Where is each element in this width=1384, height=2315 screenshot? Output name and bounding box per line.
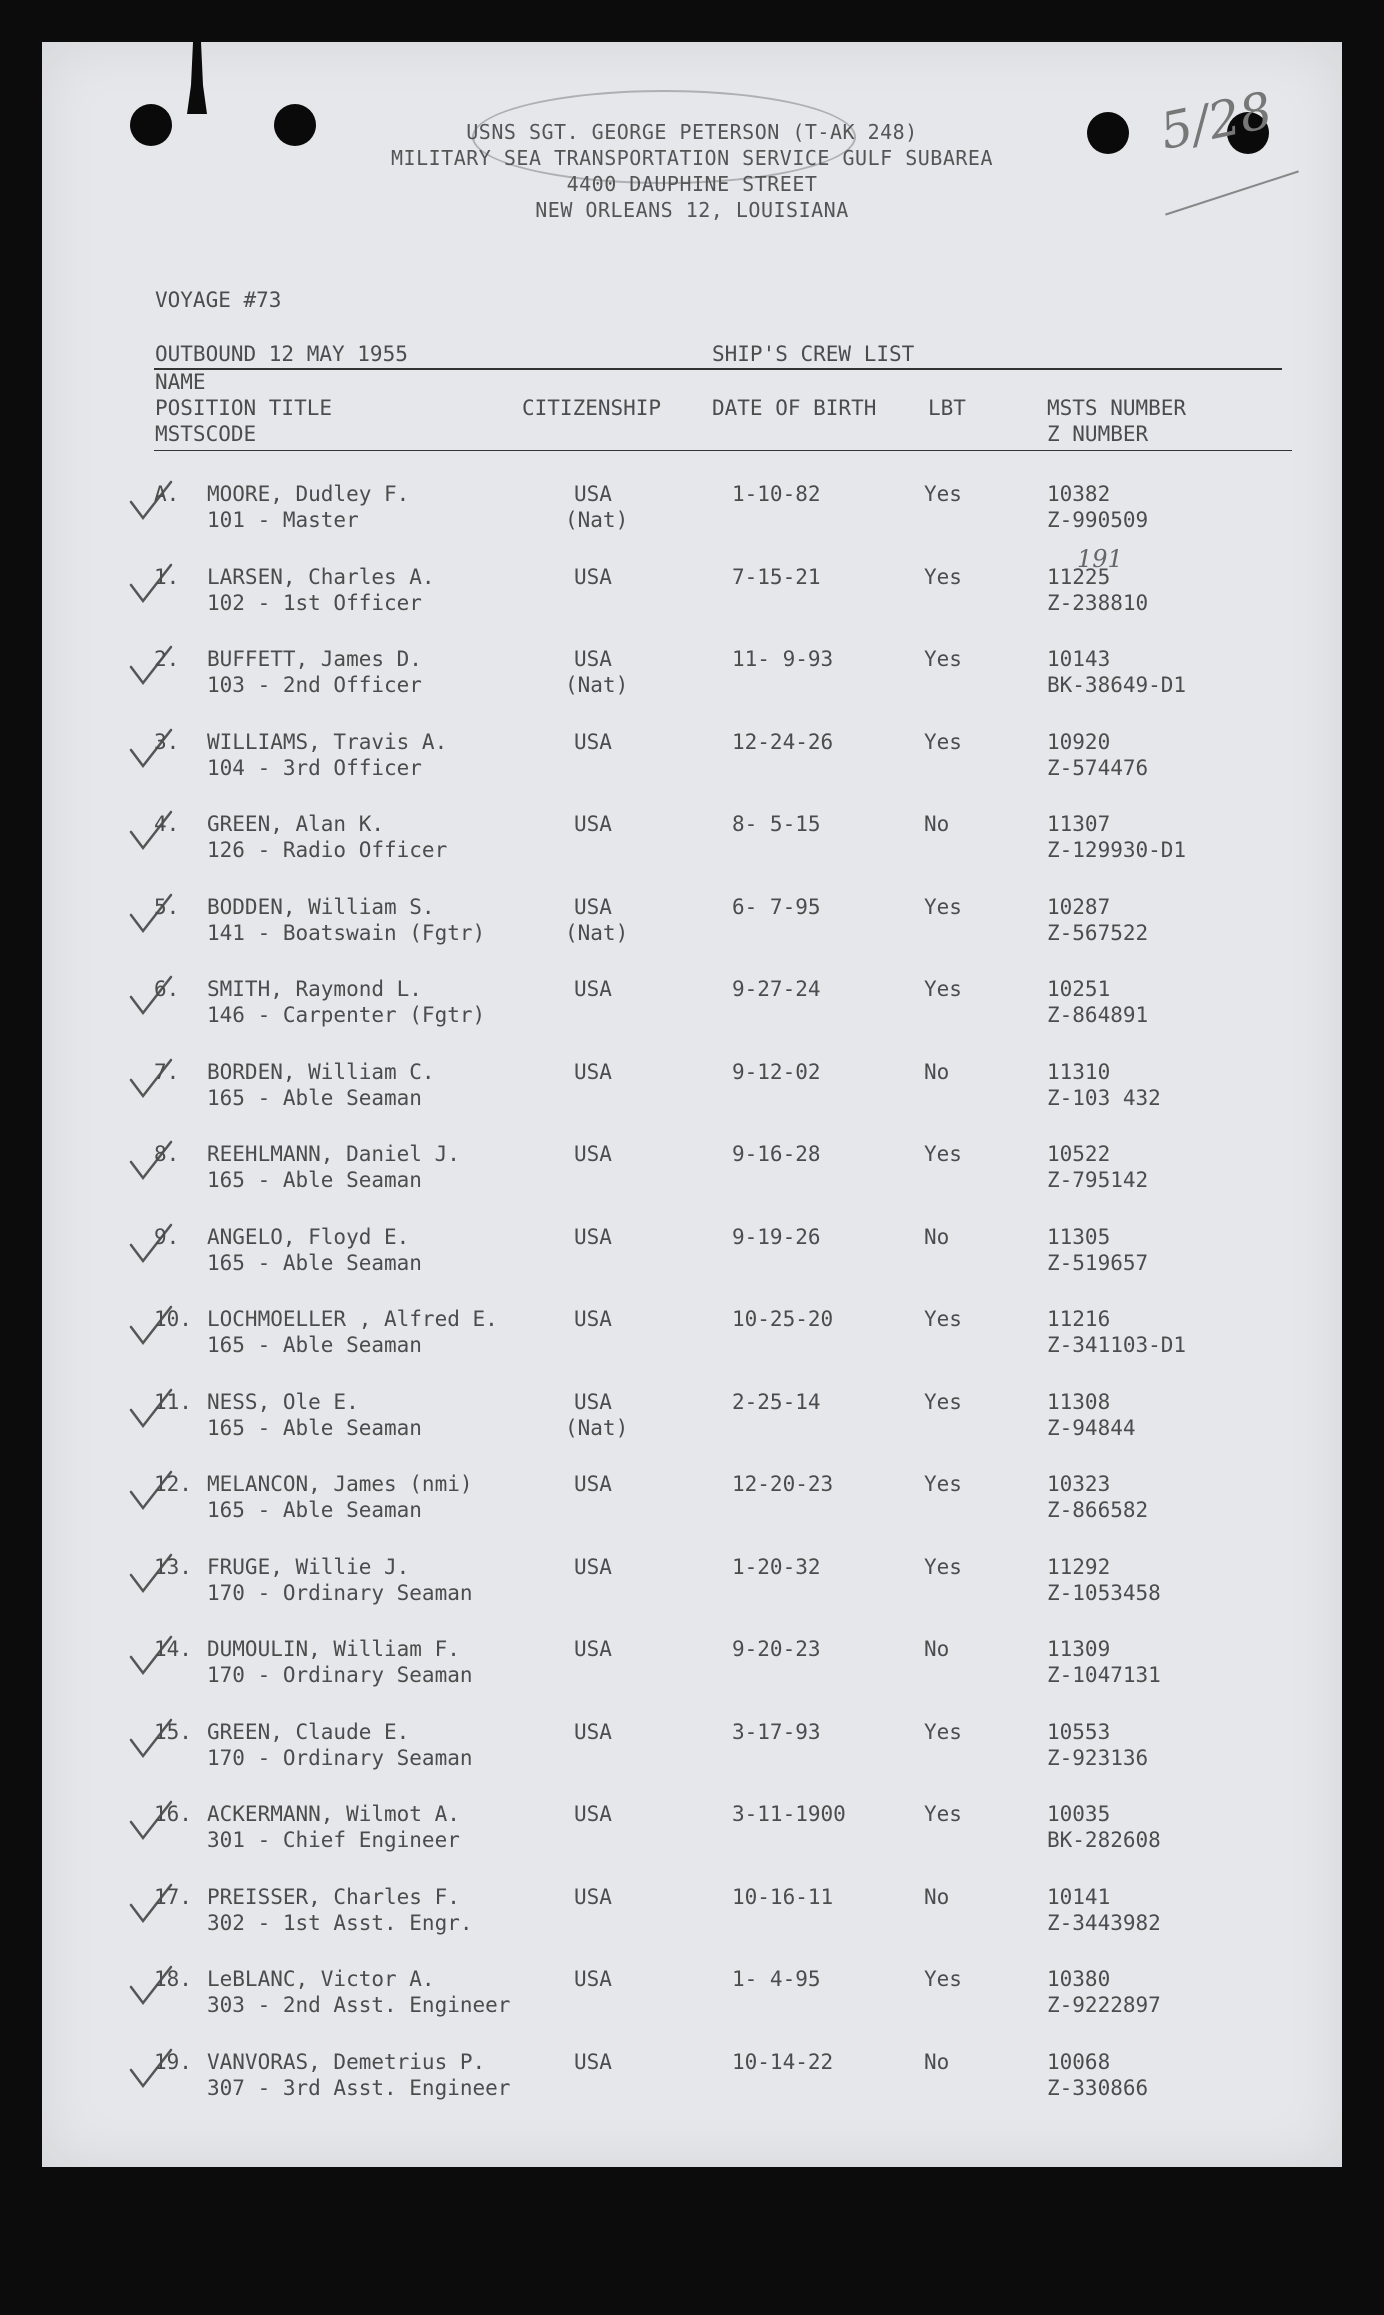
header-rule: [154, 450, 1292, 451]
col-name: NAME: [155, 370, 206, 394]
crew-position: 104 - 3rd Officer: [207, 755, 422, 780]
crew-lbt: Yes: [924, 894, 962, 919]
crew-number: 6.: [154, 977, 180, 1001]
staple-mark: [187, 42, 207, 114]
crew-row: [42, 1060, 1342, 1142]
crew-msts-number: 10143: [1047, 647, 1111, 671]
crew-position: 165 - Able Seaman: [207, 1333, 422, 1357]
crew-row: [42, 2050, 1342, 2132]
crew-citizenship: USA: [574, 729, 612, 754]
crew-msts-number: 11216: [1047, 1307, 1111, 1331]
crew-position: 170 - Ordinary Seaman: [207, 1663, 473, 1687]
crew-citizenship: USA: [574, 812, 612, 836]
crew-name: ANGELO, Floyd E.: [207, 1224, 410, 1249]
crew-citizenship: USA: [574, 1472, 612, 1496]
crew-row: [42, 730, 1342, 812]
crew-row: [42, 1390, 1342, 1472]
crew-lbt: No: [924, 812, 950, 836]
crew-dob: 12-20-23: [732, 1472, 834, 1496]
header-city: NEW ORLEANS 12, LOUISIANA: [535, 198, 849, 222]
crew-name: BORDEN, William C.: [207, 1059, 435, 1084]
crew-number: 12.: [154, 1472, 192, 1496]
handwritten-date: 5/28: [1154, 80, 1277, 162]
crew-name: GREEN, Claude E.: [207, 1719, 410, 1744]
crew-msts-number: 10553: [1047, 1719, 1111, 1744]
crew-dob: 1-10-82: [732, 482, 821, 506]
crew-row: [42, 1472, 1342, 1554]
voyage-number: VOYAGE #73: [155, 288, 282, 312]
crew-name: FRUGE, Willie J.: [207, 1554, 410, 1579]
crew-naturalized: (Nat): [565, 508, 629, 532]
crew-position: 165 - Able Seaman: [207, 1168, 422, 1192]
crew-citizenship: USA: [574, 1802, 612, 1826]
crew-position: 146 - Carpenter (Fgtr): [207, 1003, 486, 1027]
crew-number: 14.: [154, 1637, 192, 1661]
crew-dob: 9-16-28: [732, 1142, 821, 1166]
crew-lbt: Yes: [924, 977, 962, 1001]
crew-name: ACKERMANN, Wilmot A.: [207, 1802, 460, 1826]
crew-dob: 9-20-23: [732, 1637, 821, 1661]
crew-citizenship: USA: [574, 1967, 612, 1991]
crew-name: BODDEN, William S.: [207, 894, 435, 919]
crew-row: [42, 544, 1342, 647]
document-page: [42, 42, 1342, 2167]
crew-row: [42, 895, 1342, 977]
crew-number: 16.: [154, 1802, 192, 1826]
crew-z-number: Z-519657: [1047, 1250, 1149, 1275]
col-lbt: LBT: [928, 396, 966, 420]
crew-number: 19.: [154, 2049, 192, 2074]
crew-position: 165 - Able Seaman: [207, 1415, 422, 1440]
crew-name: WILLIAMS, Travis A.: [207, 729, 448, 754]
crew-position: 302 - 1st Asst. Engr.: [207, 1910, 473, 1935]
crew-dob: 1- 4-95: [732, 1967, 821, 1991]
crew-z-number: Z-567522: [1047, 920, 1149, 945]
crew-lbt: No: [924, 1884, 950, 1909]
crew-number: 4.: [154, 812, 180, 836]
header-service: MILITARY SEA TRANSPORTATION SERVICE GULF SUBAREA: [391, 146, 993, 170]
crew-row: [42, 812, 1342, 894]
title-rule: [154, 368, 1282, 370]
col-citizenship: CITIZENSHIP: [522, 396, 662, 420]
crew-position: 170 - Ordinary Seaman: [207, 1745, 473, 1770]
crew-citizenship: USA: [574, 1637, 612, 1661]
crew-name: VANVORAS, Demetrius P.: [207, 2049, 486, 2074]
crew-msts-number: 10141: [1047, 1884, 1111, 1909]
crew-number: 5.: [154, 894, 180, 919]
crew-z-number: Z-1053458: [1047, 1580, 1161, 1605]
crew-position: 126 - Radio Officer: [207, 838, 448, 862]
crew-lbt: Yes: [924, 1472, 962, 1496]
crew-lbt: Yes: [924, 1142, 962, 1166]
crew-msts-number: 10323: [1047, 1472, 1111, 1496]
crew-citizenship: USA: [574, 1224, 612, 1249]
crew-row: [42, 1225, 1342, 1307]
crew-name: REEHLMANN, Daniel J.: [207, 1142, 460, 1166]
crew-msts-number: 10287: [1047, 894, 1111, 919]
crew-name: GREEN, Alan K.: [207, 812, 385, 836]
crew-citizenship: USA: [574, 1554, 612, 1579]
crew-citizenship: USA: [574, 482, 612, 506]
crew-position: 307 - 3rd Asst. Engineer: [207, 2075, 511, 2100]
col-z: Z NUMBER: [1047, 422, 1149, 446]
crew-lbt: Yes: [924, 564, 962, 589]
col-dob: DATE OF BIRTH: [712, 396, 877, 420]
crew-number: 15.: [154, 1719, 192, 1744]
list-title: SHIP'S CREW LIST: [712, 342, 915, 366]
crew-number: 8.: [154, 1142, 180, 1166]
crew-dob: 6- 7-95: [732, 894, 821, 919]
crew-lbt: Yes: [924, 1719, 962, 1744]
crew-name: NESS, Ole E.: [207, 1389, 359, 1414]
crew-lbt: Yes: [924, 1802, 962, 1826]
handwritten-note: 191: [1077, 544, 1123, 573]
crew-number: 18.: [154, 1967, 192, 1991]
crew-row: [42, 1142, 1342, 1224]
crew-number: 10.: [154, 1307, 192, 1331]
col-position: POSITION TITLE: [155, 396, 333, 420]
crew-lbt: Yes: [924, 1554, 962, 1579]
crew-lbt: Yes: [924, 482, 962, 506]
crew-row: [42, 1307, 1342, 1389]
crew-name: DUMOULIN, William F.: [207, 1637, 460, 1661]
crew-dob: 9-19-26: [732, 1224, 821, 1249]
crew-row: [42, 1637, 1342, 1719]
crew-dob: 11- 9-93: [732, 647, 834, 671]
crew-z-number: Z-3443982: [1047, 1910, 1161, 1935]
crew-citizenship: USA: [574, 1389, 612, 1414]
crew-name: BUFFETT, James D.: [207, 647, 422, 671]
crew-z-number: Z-9222897: [1047, 1993, 1161, 2017]
crew-name: PREISSER, Charles F.: [207, 1884, 460, 1909]
crew-msts-number: 11308: [1047, 1389, 1111, 1414]
crew-z-number: Z-129930-D1: [1047, 838, 1187, 862]
crew-row: [42, 482, 1342, 564]
crew-dob: 9-12-02: [732, 1059, 821, 1084]
crew-naturalized: (Nat): [565, 1415, 629, 1440]
crew-msts-number: 11307: [1047, 812, 1111, 836]
crew-msts-number: 10380: [1047, 1967, 1111, 1991]
crew-z-number: Z-341103-D1: [1047, 1333, 1187, 1357]
crew-z-number: Z-1047131: [1047, 1663, 1161, 1687]
crew-z-number: Z-795142: [1047, 1168, 1149, 1192]
crew-number: A.: [154, 482, 180, 506]
header-street: 4400 DAUPHINE STREET: [566, 172, 818, 196]
crew-citizenship: USA: [574, 1719, 612, 1744]
crew-msts-number: 10035: [1047, 1802, 1111, 1826]
crew-row: [42, 1967, 1342, 2049]
crew-row: [42, 1885, 1342, 1967]
crew-row: [42, 1555, 1342, 1637]
crew-name: SMITH, Raymond L.: [207, 977, 422, 1001]
crew-lbt: Yes: [924, 1307, 962, 1331]
crew-name: MOORE, Dudley F.: [207, 482, 410, 506]
crew-z-number: Z-923136: [1047, 1745, 1149, 1770]
crew-lbt: No: [924, 1637, 950, 1661]
crew-number: 1.: [154, 564, 180, 589]
crew-naturalized: (Nat): [565, 920, 629, 945]
crew-z-number: Z-574476: [1047, 755, 1149, 780]
crew-z-number: BK-282608: [1047, 1828, 1161, 1852]
crew-z-number: BK-38649-D1: [1047, 673, 1187, 697]
crew-citizenship: USA: [574, 1059, 612, 1084]
crew-number: 13.: [154, 1554, 192, 1579]
crew-name: LARSEN, Charles A.: [207, 564, 435, 589]
crew-lbt: Yes: [924, 647, 962, 671]
crew-msts-number: 10068: [1047, 2049, 1111, 2074]
crew-msts-number: 10251: [1047, 977, 1111, 1001]
crew-name: LOCHMOELLER , Alfred E.: [207, 1307, 498, 1331]
crew-position: 165 - Able Seaman: [207, 1498, 422, 1522]
crew-number: 17.: [154, 1884, 192, 1909]
crew-citizenship: USA: [574, 1307, 612, 1331]
crew-dob: 9-27-24: [732, 977, 821, 1001]
crew-lbt: Yes: [924, 729, 962, 754]
crew-lbt: Yes: [924, 1967, 962, 1991]
crew-number: 9.: [154, 1224, 180, 1249]
crew-name: MELANCON, James (nmi): [207, 1472, 473, 1496]
col-mstscode: MSTSCODE: [155, 422, 257, 446]
crew-lbt: No: [924, 2049, 950, 2074]
crew-lbt: Yes: [924, 1389, 962, 1414]
crew-dob: 3-17-93: [732, 1719, 821, 1744]
crew-position: 165 - Able Seaman: [207, 1085, 422, 1110]
crew-row: [42, 1720, 1342, 1802]
crew-dob: 10-14-22: [732, 2049, 834, 2074]
crew-position: 103 - 2nd Officer: [207, 673, 422, 697]
crew-dob: 7-15-21: [732, 564, 821, 589]
crew-msts-number: 11309: [1047, 1637, 1111, 1661]
crew-z-number: Z-103 432: [1047, 1085, 1161, 1110]
crew-row: [42, 647, 1342, 729]
crew-row: [42, 977, 1342, 1059]
crew-number: 11.: [154, 1389, 192, 1414]
crew-dob: 8- 5-15: [732, 812, 821, 836]
crew-position: 165 - Able Seaman: [207, 1250, 422, 1275]
col-msts: MSTS NUMBER: [1047, 396, 1187, 420]
crew-lbt: No: [924, 1224, 950, 1249]
crew-name: LeBLANC, Victor A.: [207, 1967, 435, 1991]
crew-position: 301 - Chief Engineer: [207, 1828, 460, 1852]
crew-position: 141 - Boatswain (Fgtr): [207, 920, 486, 945]
crew-number: 7.: [154, 1059, 180, 1084]
crew-citizenship: USA: [574, 647, 612, 671]
crew-dob: 2-25-14: [732, 1389, 821, 1414]
crew-position: 170 - Ordinary Seaman: [207, 1580, 473, 1605]
crew-lbt: No: [924, 1059, 950, 1084]
crew-dob: 12-24-26: [732, 729, 834, 754]
crew-position: 303 - 2nd Asst. Engineer: [207, 1993, 511, 2017]
crew-msts-number: 11292: [1047, 1554, 1111, 1579]
crew-msts-number: 10522: [1047, 1142, 1111, 1166]
crew-msts-number: 11310: [1047, 1059, 1111, 1084]
crew-citizenship: USA: [574, 1884, 612, 1909]
crew-naturalized: (Nat): [565, 673, 629, 697]
crew-citizenship: USA: [574, 1142, 612, 1166]
crew-z-number: Z-238810: [1047, 590, 1149, 615]
crew-msts-number: 10382: [1047, 482, 1111, 506]
crew-position: 101 - Master: [207, 508, 359, 532]
crew-number: 2.: [154, 647, 180, 671]
header-ship-name: USNS SGT. GEORGE PETERSON (T-AK 248): [466, 120, 918, 144]
crew-msts-number: 11225: [1047, 564, 1111, 589]
crew-z-number: Z-864891: [1047, 1003, 1149, 1027]
crew-citizenship: USA: [574, 2049, 612, 2074]
crew-msts-number: 10920: [1047, 729, 1111, 754]
crew-z-number: Z-330866: [1047, 2075, 1149, 2100]
crew-msts-number: 11305: [1047, 1224, 1111, 1249]
crew-z-number: Z-94844: [1047, 1415, 1136, 1440]
crew-z-number: Z-866582: [1047, 1498, 1149, 1522]
crew-position: 102 - 1st Officer: [207, 590, 422, 615]
crew-row: [42, 1802, 1342, 1884]
crew-number: 3.: [154, 729, 180, 754]
crew-z-number: Z-990509: [1047, 508, 1149, 532]
crew-dob: 10-16-11: [732, 1884, 834, 1909]
crew-dob: 10-25-20: [732, 1307, 834, 1331]
crew-citizenship: USA: [574, 894, 612, 919]
crew-dob: 3-11-1900: [732, 1802, 846, 1826]
crew-dob: 1-20-32: [732, 1554, 821, 1579]
outbound-date: OUTBOUND 12 MAY 1955: [155, 342, 408, 366]
crew-citizenship: USA: [574, 564, 612, 589]
crew-citizenship: USA: [574, 977, 612, 1001]
